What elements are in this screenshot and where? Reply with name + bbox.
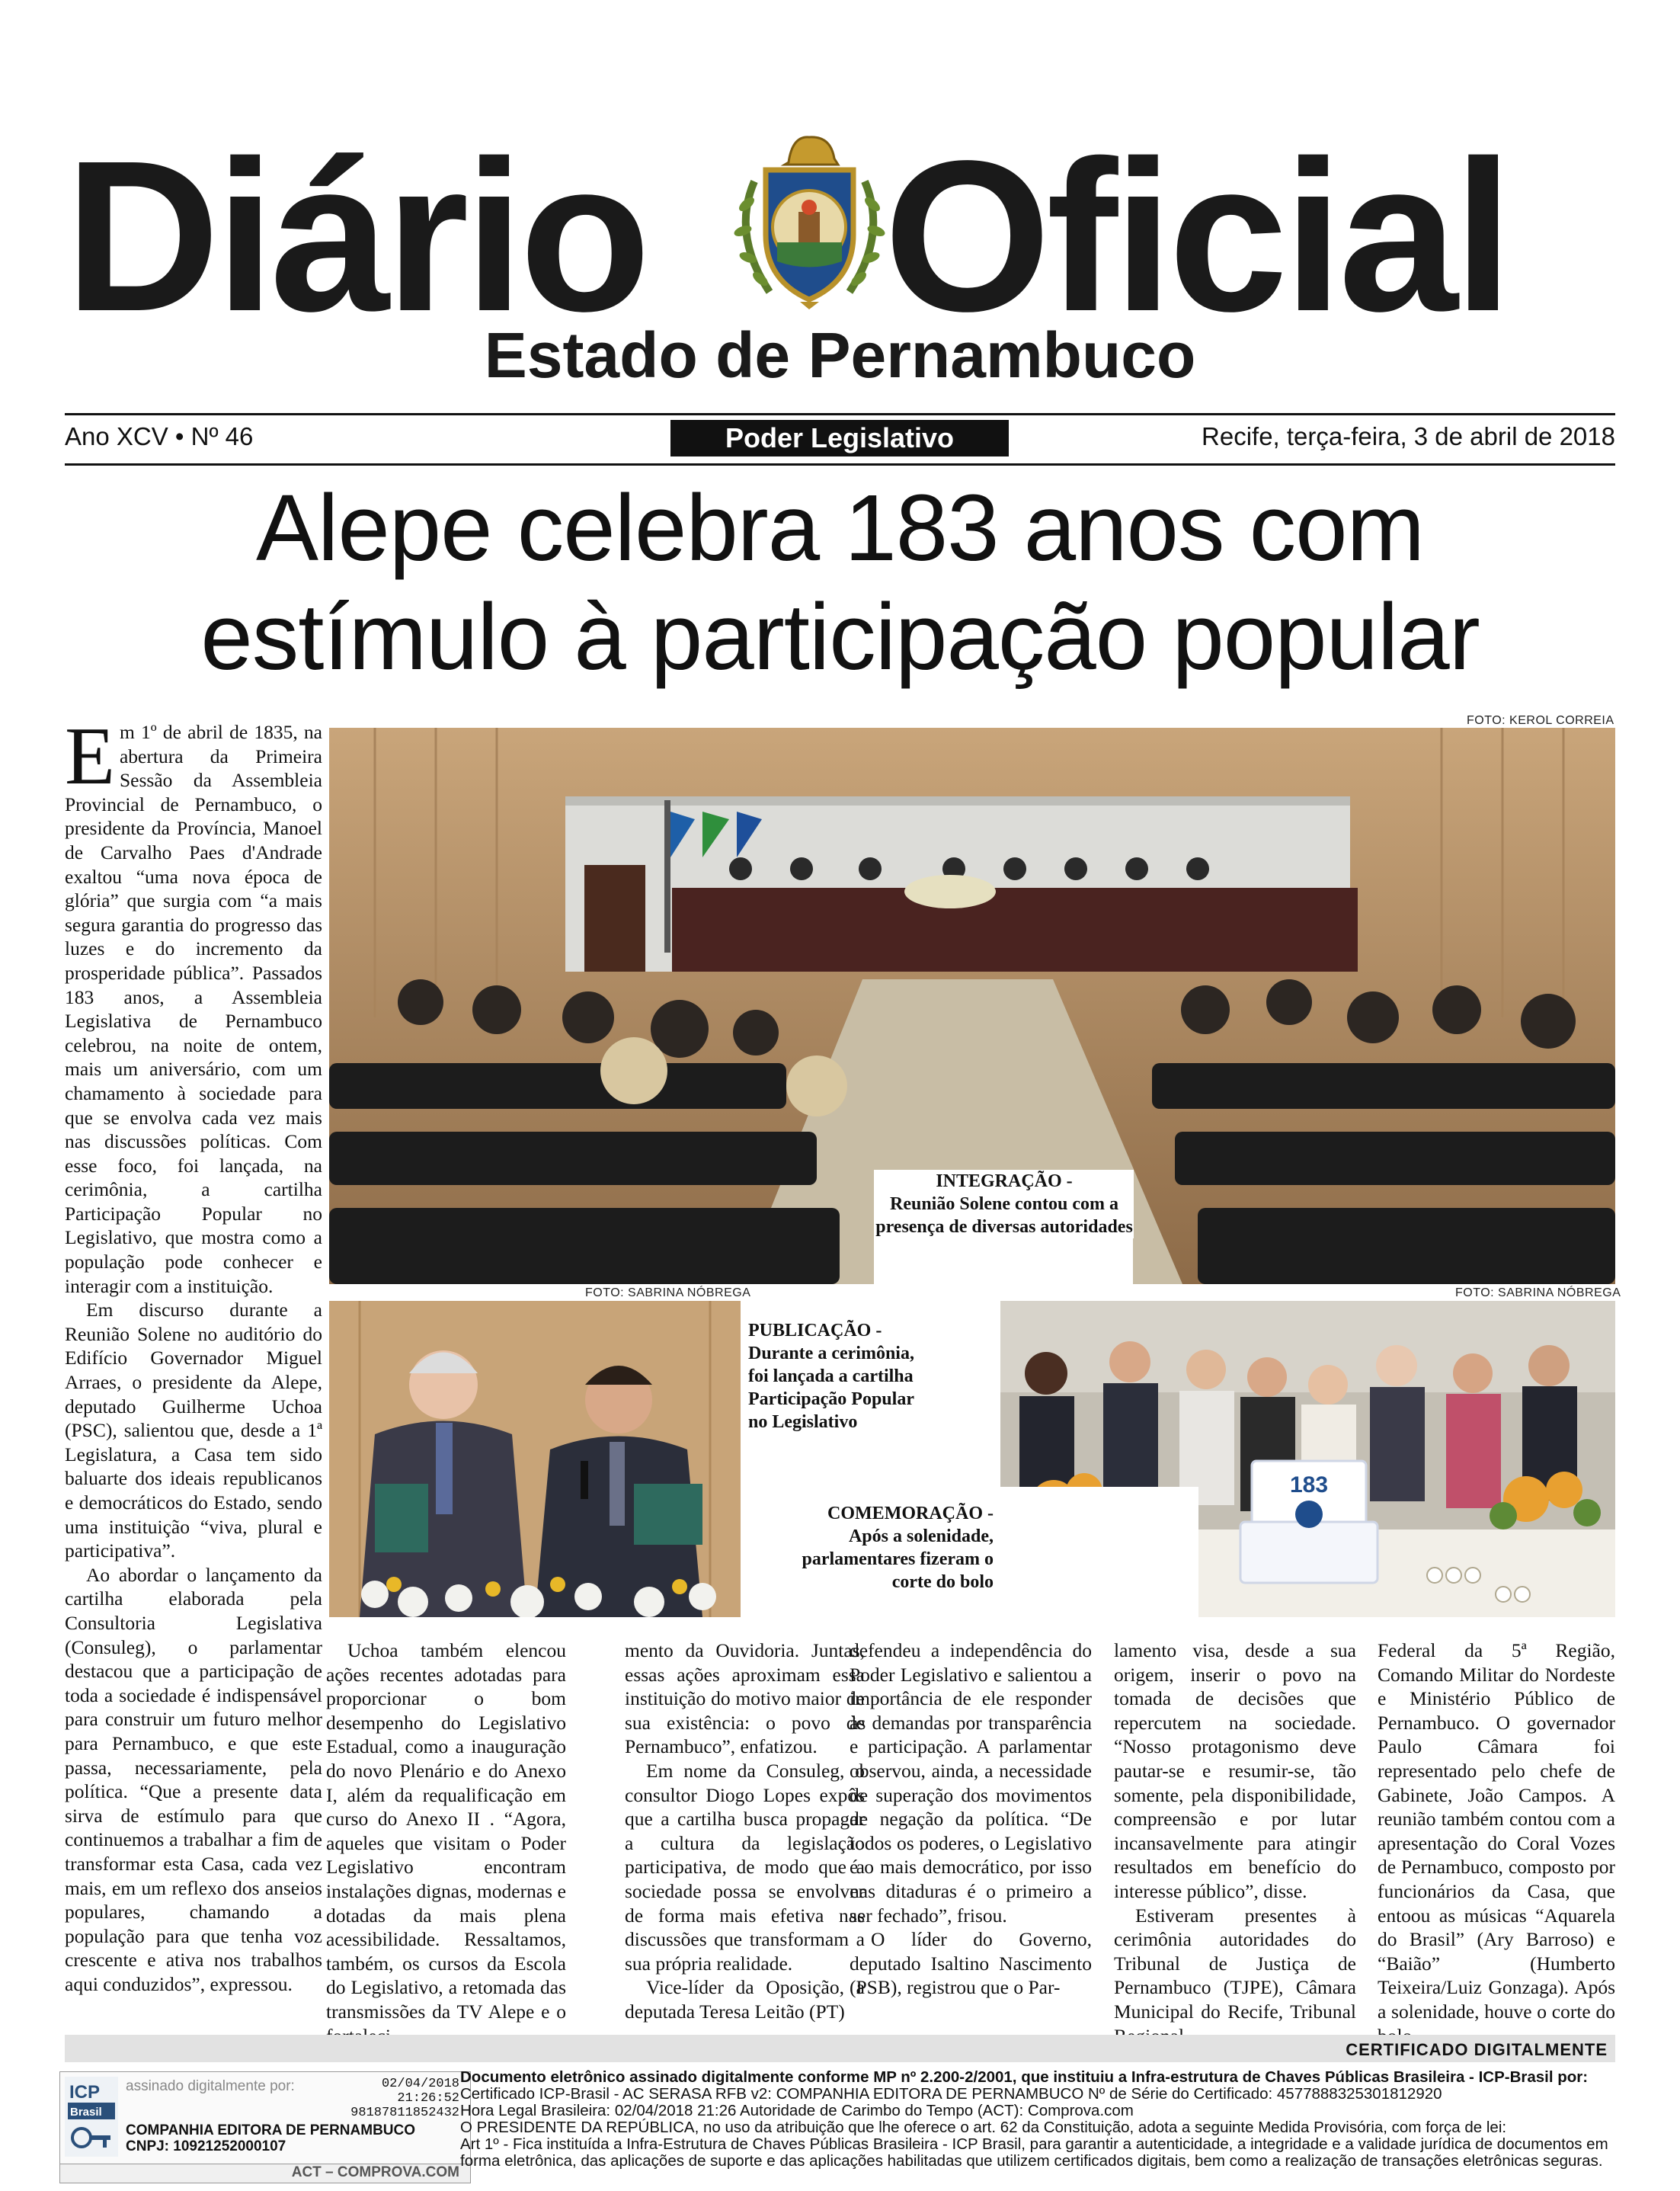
caption-right <box>802 1502 994 1594</box>
photo-credit-main: FOTO: KEROL CORREIA <box>1467 714 1614 727</box>
signature-stamp <box>350 2077 459 2120</box>
article-col-3 <box>625 1638 865 2024</box>
legal-line2: Hora Legal Brasileira: 02/04/2018 21:26 Autoridade de Carimbo do Tempo (ACT): Comprova.com <box>460 2102 1134 2119</box>
article-col3-p1: mento da Ouvidoria. Juntas, essas ações aproximam essa instituição do motivo maior de sua existência: o povo de Pernambuco”, enfatizou. <box>625 1639 865 1758</box>
photo-credit-right: FOTO: SABRINA NÓBREGA <box>1455 1286 1621 1299</box>
article-col1-p2: Em discurso durante a Reunião Solene no auditório do Edifício Governador Miguel Arraes, o presidente da Alepe, deputado Guilherme Uchoa (PSC), salientou que, desde a 1ª Legislatura, a Casa tem sido baluarte dos ideais republicanos e democráticos do Estado, sendo uma instituição “viva, plural e participativa”. <box>65 1299 322 1562</box>
article-col3-p3: Vice-líder da Oposição, a deputada Teresa Leitão (PT) <box>625 1976 865 2023</box>
signature-company-block <box>126 2122 415 2154</box>
photo-cake <box>1000 1301 1615 1617</box>
caption-left-text: Durante a cerimônia, foi lançada a cartilha Participação Popular no Legislativo <box>748 1344 914 1432</box>
article-col-2 <box>326 1638 566 2048</box>
article-col3-p2: Em nome da Consuleg, o consultor Diogo Lopes expôs que a cartilha busca propagar a cultura da legislação participativa, de modo que a sociedade possa se envolver de forma mais efetiva nas discussões que transformam a sua própria realidade. <box>625 1759 865 1975</box>
signature-cnpj: CNPJ: 10921252000107 <box>126 2138 286 2154</box>
headline-line2: estímulo à participação popular <box>200 585 1480 690</box>
article-col1-p1 <box>65 711 322 1298</box>
headline <box>53 474 1627 692</box>
article-col1-p1-text: m 1º de abril de 1835, na abertura da Primeira Sessão da Assembleia Provincial de Pernambuco, o presidente da Província, Manoel de Carvalho Paes d'Andrade exaltou “uma nova época de glória” que surgia com “a mais segura garantia do progresso das luzes e do incremento da prosperidade pública”. Passados 183 anos, a Assembleia Legislativa de Pernambuco celebrou, na noite de ontem, mais um aniversário, com um chamamento à sociedade para que se envolva cada vez mais nas discussões políticas. Com esse foco, foi lançada, na cerimônia, a cartilha Participação Popular no Legislativo, que mostra como a população pode conhecer e interagir com a instituição. <box>65 721 322 1297</box>
photo-credit-left: FOTO: SABRINA NÓBREGA <box>585 1286 751 1299</box>
article-col-4 <box>850 1638 1092 2000</box>
legal-line4: Art 1º - Fica instituída a Infra-Estrutura de Chaves Públicas Brasileira - ICP Brasil, para garantir a autenticidade, a integridade e a validade jurídica de documentos em forma eletrônica, das aplicações de suporte e das aplicações habilitadas que utilizem certificados digitais, bem como a realização de transações eletrônicas seguras. <box>460 2135 1608 2170</box>
signature-date: 02/04/2018 <box>381 2077 459 2091</box>
masthead-rule-bottom <box>65 463 1615 466</box>
caption-right-title: COMEMORAÇÃO - <box>827 1504 994 1523</box>
article-col-1 <box>65 711 322 1996</box>
signature-serial: 98187811852432 <box>350 2106 459 2120</box>
caption-main-text: Reunião Solene contou com a presença de diversas autoridades <box>875 1194 1133 1237</box>
signature-title: assinado digitalmente por: <box>126 2078 295 2094</box>
photo-cartilha <box>329 1301 741 1617</box>
certificate-label: CERTIFICADO DIGITALMENTE <box>1346 2040 1608 2059</box>
svg-text:ICP: ICP <box>69 2082 101 2103</box>
headline-line1: Alepe celebra 183 anos com <box>255 476 1424 581</box>
caption-right-text: Após a solenidade, parlamentares fizeram o corte do bolo <box>802 1526 994 1592</box>
cake-number: 183 <box>1289 1472 1329 1498</box>
article-col-6 <box>1378 1638 1615 2048</box>
article-col5-p2: Estiveram presentes à cerimônia autoridades do Tribunal de Justiça de Pernambuco (TJPE), Câmara Municipal do Recife, Tribunal <box>1114 1904 1356 2023</box>
caption-main <box>875 1170 1134 1238</box>
article-col-5 <box>1114 1638 1356 2048</box>
masthead-title-left: Diário <box>65 116 647 356</box>
article-col2-p1: Uchoa também elencou ações recentes adotadas para proporcionar o bom desempenho do Legislativo Estadual, como a inauguração do novo Plenário e do Anexo I, além da requalificação em curso do Anexo II . “Agora, aqueles que visitam o Poder Legislativo encontram instalações dignas, modernas e dotadas da mais plena acessibilidade. Ressaltamos, também, os cursos da Escola do Legislativo, a retomada das transmissões da TV Alepe e o <box>326 1639 566 2023</box>
section-label: Poder Legislativo <box>670 420 1009 456</box>
article-col4-p1: defendeu a independência do Poder Legislativo e salientou a importância de ele responder às demandas por transparência e participação. A parlamentar observou, ainda, a necessidade de superação dos movimentos de negação da política. “De todos os poderes, o Legislativo é o mais democrático, por isso nas ditaduras é o primeiro a ser fechado”, frisou. <box>850 1639 1092 1927</box>
signature-time: 21:26:52 <box>397 2091 459 2106</box>
legal-line1: Certificado ICP-Brasil - AC SERASA RFB v2: COMPANHIA EDITORA DE PERNAMBUCO Nº de Série do Certificado: 4577888325301812920 <box>460 2085 1442 2103</box>
legal-title: Documento eletrônico assinado digitalmente conforme MP nº 2.200-2/2001, que instituiu a Infra-estrutura de Chaves Públicas Brasileira - ICP-Brasil por: <box>460 2068 1589 2086</box>
issue-number: Ano XCV • Nº 46 <box>65 422 254 450</box>
coat-of-arms-icon <box>724 128 895 311</box>
signature-act: ACT – COMPROVA.COM <box>291 2164 459 2180</box>
legal-line3: O PRESIDENTE DA REPÚBLICA, no uso da atribuição que lhe oferece o art. 62 da Constituição, adota a seguinte Medida Provisória, com força de lei: <box>460 2119 1507 2136</box>
masthead-rule-top <box>65 413 1615 415</box>
article-col1-p3: Ao abordar o lançamento da cartilha elaborada pela Consultoria Legislativa (Consuleg), o parlamentar destacou que a participação de toda a sociedade é indispensável para construir um futuro melhor para Pernambuco, e que este passa, necessariamente, pela política. “Que a presente data sirva de estímulo para que continuemos a trabalhar a fim de transformar esta Casa, cada vez mais, em um reflexo dos anseios populares, chamando a população para que tenha voz crescente e ativa nos trabalhos aqui conduzidos”, expressou. <box>65 1563 322 1995</box>
caption-left-title: PUBLICAÇÃO - <box>748 1321 882 1341</box>
signature-company: COMPANHIA EDITORA DE PERNAMBUCO <box>126 2122 416 2138</box>
masthead-subtitle: Estado de Pernambuco <box>484 319 1196 391</box>
legal-notice <box>460 2069 1618 2170</box>
article-col6-p1: Federal da 5ª Região, Comando Militar do Nordeste e Ministério Público de Pernambuco. O governador Paulo Câmara foi representado pelo chefe de Gabinete, João Campos. A reunião também contou com a apresentação do Coral Vozes de Pernambuco, composto por funcionários da Casa, que entoou as músicas “Aquarela do Brasil” (Ary Barroso) e “Baião” (Humberto Teixeira/Luiz Gonzaga). Após a solenidade, houve o corte do <box>1378 1639 1615 2023</box>
issue-date: Recife, terça-feira, 3 de abril de 2018 <box>1202 422 1615 450</box>
article-col5-p1: lamento visa, desde a sua origem, inserir o povo na tomada de decisões que repercutem na sociedade. “Nosso protagonismo deve pautar-se e resumir-se, tão somente, pela disponibilidade, compreensão e por lutar incansavelmente para atingir resultados em benefício do interesse público”, disse. <box>1114 1639 1356 1902</box>
caption-left <box>748 1319 927 1433</box>
masthead-title-right: Oficial <box>884 116 1509 356</box>
icp-brasil-logo-icon <box>65 2077 118 2157</box>
svg-text:Brasil: Brasil <box>70 2106 102 2119</box>
signature-box <box>59 2071 471 2183</box>
article-dropcap: E <box>65 711 115 802</box>
caption-main-title: INTEGRAÇÃO - <box>936 1171 1073 1191</box>
article-col4-p2: O líder do Governo, deputado Isaltino Nascimento (PSB), registrou que o Par- <box>850 1928 1092 1999</box>
